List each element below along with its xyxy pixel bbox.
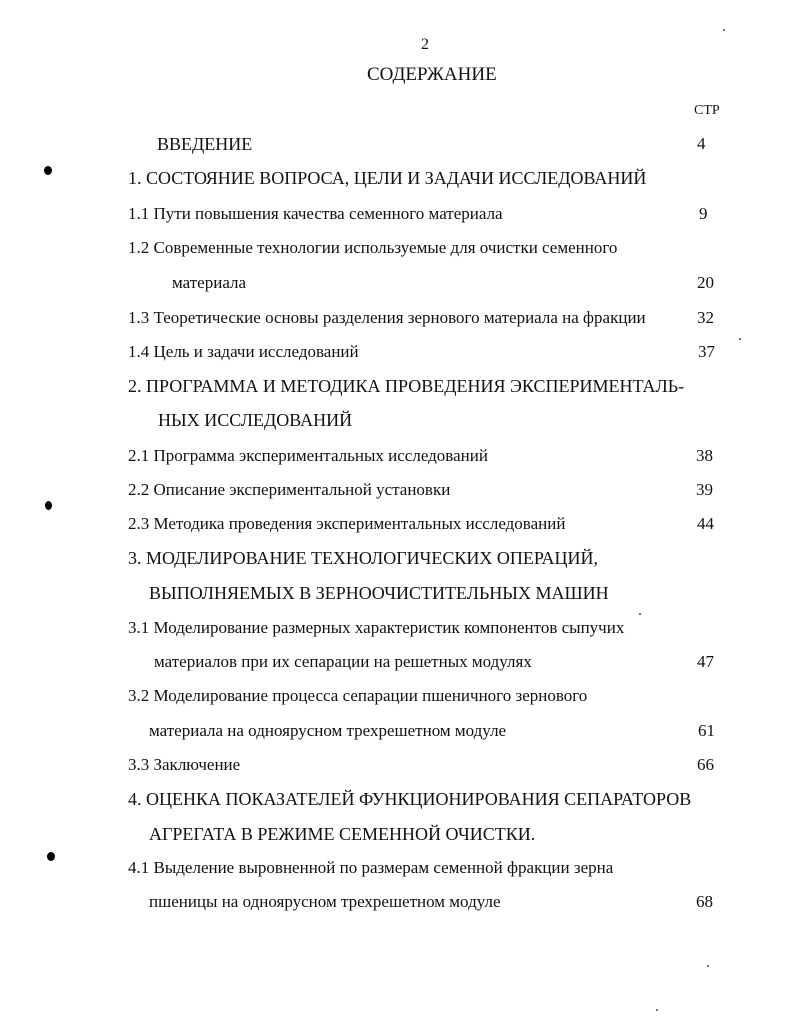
punch-hole-mark: [47, 852, 55, 861]
scan-speck: [707, 965, 709, 967]
scan-speck: [739, 338, 741, 340]
toc-entry-text: 1.2 Современные технологии используемые для очистки семенного: [128, 238, 618, 257]
toc-entry-text: 2.3 Методика проведения экспериментальных исследований: [128, 514, 566, 533]
toc-entry-page: 37: [698, 342, 715, 361]
toc-entry-page: 47: [697, 652, 714, 671]
scan-speck: [723, 29, 725, 31]
scan-speck: [656, 1009, 658, 1011]
toc-entry-text: 1.4 Цель и задачи исследований: [128, 342, 359, 361]
toc-entry-text: ВЫПОЛНЯЕМЫХ В ЗЕРНООЧИСТИТЕЛЬНЫХ МАШИН: [149, 583, 609, 603]
toc-entry-text: материала: [172, 273, 247, 292]
toc-entry-text: НЫХ ИССЛЕДОВАНИЙ: [158, 410, 353, 430]
toc-entry-page: 61: [698, 721, 715, 740]
toc-entry-page: 39: [696, 480, 713, 499]
toc-entry-text: 3. МОДЕЛИРОВАНИЕ ТЕХНОЛОГИЧЕСКИХ ОПЕРАЦИЙ,: [128, 548, 599, 568]
toc-entry-page: 38: [696, 446, 713, 465]
toc-entry-text: 3.1 Моделирование размерных характеристик компонентов сыпучих: [128, 618, 625, 637]
toc-entry-text: ВВЕДЕНИЕ: [157, 134, 253, 154]
punch-hole-mark: [45, 501, 52, 510]
toc-entry-page: 44: [697, 514, 714, 533]
page-title: СОДЕРЖАНИЕ: [367, 64, 497, 85]
toc-entry-page: 66: [697, 755, 714, 774]
toc-entry-text: 2.1 Программа экспериментальных исследований: [128, 446, 488, 465]
toc-entry-page: 20: [697, 273, 714, 292]
toc-entry-page: 32: [697, 308, 714, 327]
toc-entry-text: 2. ПРОГРАММА И МЕТОДИКА ПРОВЕДЕНИЯ ЭКСПЕРИМЕНТАЛЬ-: [128, 376, 685, 396]
toc-entry-text: 1.1 Пути повышения качества семенного материала: [128, 204, 503, 223]
toc-entry-text: материалов при их сепарации на решетных модулях: [154, 652, 532, 671]
toc-entry-page: 4: [697, 134, 706, 153]
toc-entry-text: 3.2 Моделирование процесса сепарации пшеничного зернового: [128, 686, 588, 705]
toc-entry-page: 9: [699, 204, 708, 223]
toc-entry-text: 3.3 Заключение: [128, 755, 241, 774]
toc-entry-text: материала на одноярусном трехрешетном модуле: [149, 721, 507, 740]
toc-entry-text: пшеницы на одноярусном трехрешетном модуле: [149, 892, 501, 911]
punch-hole-mark: [44, 166, 52, 175]
toc-entry-text: 4.1 Выделение выровненной по размерам семенной фракции зерна: [128, 858, 614, 877]
toc-entry-text: АГРЕГАТА В РЕЖИМЕ СЕМЕННОЙ ОЧИСТКИ.: [149, 824, 536, 844]
toc-entry-text: 1.3 Теоретические основы разделения зернового материала на фракции: [128, 308, 646, 327]
toc-entry-page: 68: [696, 892, 713, 911]
toc-entry-text: 2.2 Описание экспериментальной установки: [128, 480, 451, 499]
page-column-label: СТР: [694, 103, 720, 118]
scan-speck: [639, 613, 641, 615]
page-number: 2: [421, 36, 429, 53]
toc-entry-text: 4. ОЦЕНКА ПОКАЗАТЕЛЕЙ ФУНКЦИОНИРОВАНИЯ СЕПАРАТОРОВ: [128, 789, 692, 809]
toc-entry-text: 1. СОСТОЯНИЕ ВОПРОСА, ЦЕЛИ И ЗАДАЧИ ИССЛЕДОВАНИЙ: [128, 168, 647, 188]
